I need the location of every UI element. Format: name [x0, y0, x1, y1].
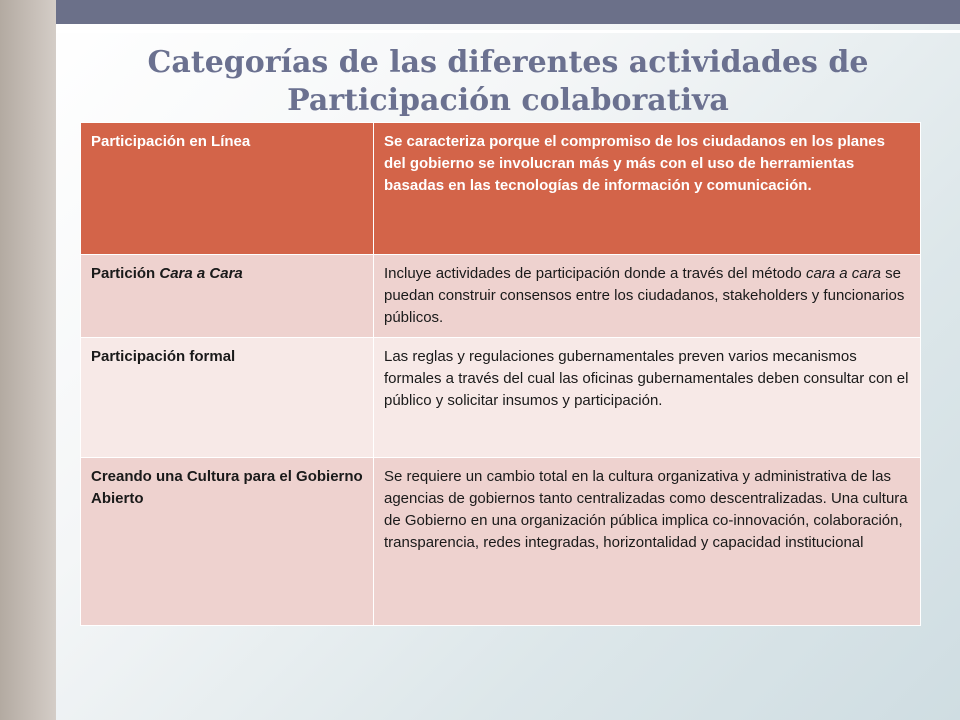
slide-title-line2: Participación colaborativa	[287, 83, 729, 118]
participation-categories-table	[80, 122, 921, 626]
slide-title	[56, 44, 960, 120]
description-text-start: Incluye actividades de participación donde a través del método	[384, 265, 806, 282]
category-description	[374, 255, 921, 338]
category-name-emphasis: Cara a Cara	[159, 265, 243, 282]
category-description: Se caracteriza porque el compromiso de los ciudadanos en los planes del gobierno se involucran más y más con el uso de herramientas basadas en las tecnologías de información y comunicación.	[374, 123, 921, 255]
category-description: Se requiere un cambio total en la cultura organizativa y administrativa de las agencias de gobiernos tanto centralizadas como descentralizadas. Una cultura de Gobierno en una organización pública implica co-innovación, colaboración, transparencia, redes integradas, horizontalidad y capacidad institucional	[374, 458, 921, 626]
category-name: Participación en Línea	[81, 123, 374, 255]
category-name: Creando una Cultura para el Gobierno Abierto	[81, 458, 374, 626]
category-description: Las reglas y regulaciones gubernamentales preven varios mecanismos formales a través del cual las oficinas gubernamentales deben consultar con el público y solicitar insumos y participación.	[374, 338, 921, 458]
top-accent-bar	[56, 0, 960, 24]
table-row	[81, 255, 921, 338]
table-row	[81, 123, 921, 255]
table-row	[81, 458, 921, 626]
left-decorative-band	[0, 0, 56, 720]
table-row	[81, 338, 921, 458]
slide-title-line1: Categorías de las diferentes actividades de	[147, 45, 869, 80]
category-name-text: Partición	[91, 265, 160, 282]
category-name	[81, 255, 374, 338]
category-name: Participación formal	[81, 338, 374, 458]
description-emphasis: cara a cara	[805, 265, 881, 282]
top-divider-line	[56, 30, 960, 33]
description-text-end: se puedan construir consensos entre los ciudadanos, stakeholders y funcionarios públicos.	[384, 265, 905, 326]
